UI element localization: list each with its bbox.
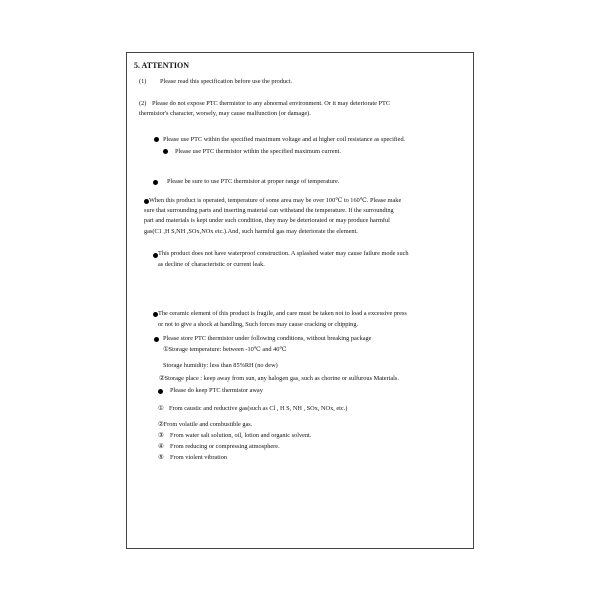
bullet-icon bbox=[153, 180, 158, 185]
paragraph: ②Storage place : keep away from sun, any halogen gas, such as chorine or sulfurous Materials. bbox=[159, 375, 399, 382]
paragraph: From water salt solution, oil, lotion and organic solvent. bbox=[170, 432, 312, 439]
paragraph: From caustic and reductive gas(such as Cl , H S, NH , SOx, NOx, etc.) bbox=[169, 405, 348, 412]
paragraph: When this product is operated, temperature of some area may be over 100℃ to 160℃. Please make bbox=[149, 197, 402, 204]
paragraph: sure that surrounding parts and inserting material can withstand the temperature. If the surrounding bbox=[144, 207, 394, 214]
bullet-icon bbox=[158, 389, 163, 394]
paragraph: Please do keep PTC thermistor away bbox=[170, 387, 263, 394]
item-number: (2) bbox=[139, 100, 147, 107]
item-number: ① bbox=[158, 405, 164, 412]
paragraph: or not to give a shock at handling, Such forces may cause cracking or chipping. bbox=[158, 321, 359, 328]
paragraph: as decline of characteristic or current leak. bbox=[158, 261, 265, 268]
paragraph: Please be sure to use PTC thermistor at proper range of temperature. bbox=[167, 178, 340, 185]
paragraph: ①Storage temperature: between -10℃ and 40℃ bbox=[163, 346, 287, 353]
paragraph: The ceramic element of this product is fragile, and care must be taken not to load a excessive press bbox=[158, 310, 407, 317]
item-number: ③ bbox=[158, 432, 164, 439]
paragraph: This product does not have waterproof construction. A splashed water may cause failure mode such bbox=[158, 250, 409, 257]
item-number: ④ bbox=[158, 443, 164, 450]
paragraph: From violent vibration bbox=[170, 454, 228, 461]
paragraph: ②From volatile and combustible gas. bbox=[158, 421, 253, 428]
item-number: ⑤ bbox=[158, 454, 164, 461]
document-frame bbox=[126, 52, 474, 549]
paragraph: part and materials is kept under such condition, they may be deteriorated or may produce harmful bbox=[144, 217, 390, 224]
paragraph: From reducing or compressing atmosphere. bbox=[170, 443, 280, 450]
paragraph: gas(C1 ,H S,NH ,SOx,NOx etc.).And, such harmful gas may deteriorate the element. bbox=[144, 228, 358, 235]
bullet-icon bbox=[154, 337, 159, 342]
bullet-icon bbox=[154, 137, 159, 142]
paragraph: Please read this specification before use the product. bbox=[160, 78, 293, 85]
paragraph: thermistor's character, worsely, may cause malfunction (or damage). bbox=[139, 110, 311, 117]
paragraph: Please use PTC within the specified maximum voltage and at higher coil resistance as specified. bbox=[163, 136, 406, 143]
paragraph: Storage humidity: less than 85%RH (no dew) bbox=[163, 362, 278, 369]
paragraph: Please store PTC thermistor under following conditions, without breaking package bbox=[163, 335, 372, 342]
section-heading: 5. ATTENTION bbox=[134, 61, 189, 70]
paragraph: Please use PTC thermistor within the specified maximum current. bbox=[175, 148, 341, 155]
bullet-icon bbox=[163, 149, 168, 154]
paragraph: Please do not expose PTC thermistor to any abnormal environment. Or it may deteriorate PTC bbox=[152, 100, 391, 107]
item-number: (1) bbox=[139, 78, 147, 85]
